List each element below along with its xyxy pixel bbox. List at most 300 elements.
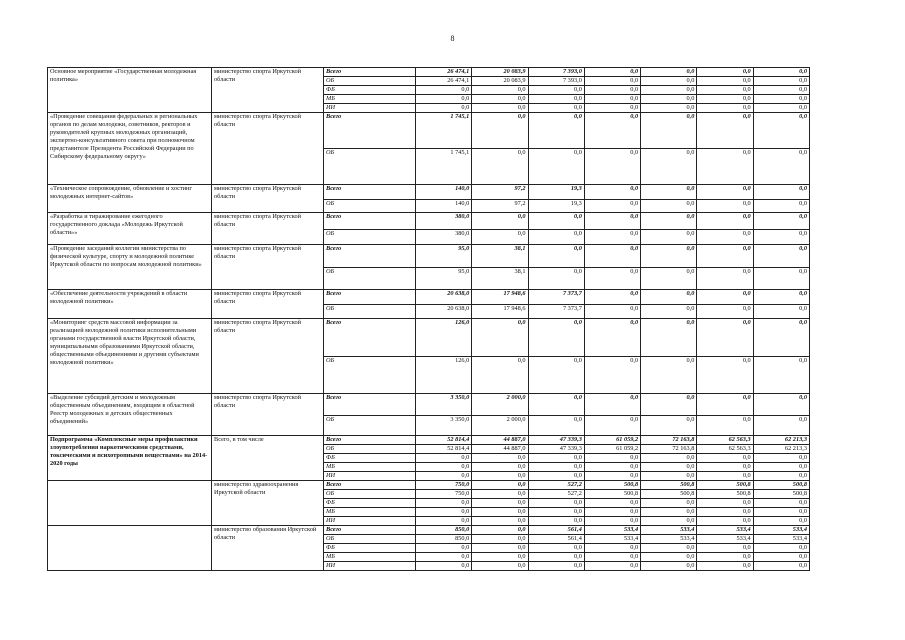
amount-cell: 0,0 [584,305,640,319]
amount-cell: 0,0 [416,472,472,481]
amount-cell: 0,0 [528,357,584,394]
amount-cell: 0,0 [753,416,809,436]
amount-cell: 0,0 [697,230,753,245]
amount-cell: 0,0 [641,104,697,113]
funding-source-cell: МБ [324,553,416,562]
amount-cell: 0,0 [753,113,809,149]
amount-cell: 0,0 [528,508,584,517]
funding-source-cell: ИИ [324,472,416,481]
amount-cell: 0,0 [472,113,528,149]
amount-cell: 0,0 [472,104,528,113]
amount-cell: 0,0 [753,553,809,562]
amount-cell: 0,0 [528,149,584,185]
amount-cell: 0,0 [472,517,528,526]
amount-cell: 0,0 [416,104,472,113]
amount-cell: 0,0 [528,95,584,104]
event-name-cell [48,526,212,571]
amount-cell: 0,0 [641,290,697,305]
amount-cell: 0,0 [641,230,697,245]
amount-cell: 0,0 [753,290,809,305]
amount-cell: 0,0 [416,544,472,553]
amount-cell: 0,0 [528,517,584,526]
amount-cell: 0,0 [584,149,640,185]
amount-cell: 0,0 [472,499,528,508]
table-row [48,319,810,357]
amount-cell: 0,0 [472,319,528,357]
amount-cell: 0,0 [641,245,697,268]
table-row [48,245,810,268]
amount-cell: 0,0 [584,113,640,149]
amount-cell: 0,0 [697,86,753,95]
amount-cell: 0,0 [641,68,697,77]
amount-cell: 126,0 [416,319,472,357]
amount-cell: 0,0 [697,553,753,562]
funding-source-cell: ФБ [324,86,416,95]
amount-cell: 0,0 [584,517,640,526]
amount-cell: 0,0 [697,562,753,571]
amount-cell: 0,0 [472,454,528,463]
funding-source-cell: Всего [324,213,416,230]
amount-cell: 19,3 [528,185,584,200]
amount-cell: 0,0 [697,185,753,200]
table-row [48,526,810,535]
amount-cell: 20 638,0 [416,305,472,319]
table-row [48,185,810,200]
amount-cell: 0,0 [528,268,584,290]
amount-cell: 0,0 [528,213,584,230]
funding-source-cell: Всего [324,185,416,200]
amount-cell: 0,0 [472,508,528,517]
executor-cell: министерство спорта Иркутской области [212,185,324,213]
event-name-cell: «Разработка и тиражирование ежегодного государственного доклада «Молодежь Иркутской области»» [48,213,212,245]
event-name-cell: «Проведение совещания федеральных и региональных органов по делам молодежи, советников, ректоров и руководителей крупных молодежных организаций, экспертно-консультативного совета при полномочном представителе Президента Российской Федерации по Сибирскому федеральному округу» [48,113,212,185]
amount-cell: 500,8 [697,481,753,490]
amount-cell: 0,0 [697,508,753,517]
amount-cell: 0,0 [584,245,640,268]
amount-cell: 0,0 [472,86,528,95]
event-name-cell: «Обеспечение деятельности учреждений в области молодежной политики» [48,290,212,319]
event-name-cell: «Выделение субсидий детским и молодежным общественным объединениям, входящим в областной Реестр молодежных и детских общественных объединений» [48,394,212,436]
amount-cell: 0,0 [584,463,640,472]
amount-cell: 126,0 [416,357,472,394]
funding-source-cell: ФБ [324,544,416,553]
amount-cell: 0,0 [697,454,753,463]
amount-cell: 38,1 [472,268,528,290]
amount-cell: 0,0 [528,319,584,357]
table-row [48,436,810,445]
amount-cell: 0,0 [584,319,640,357]
amount-cell: 0,0 [697,319,753,357]
amount-cell: 0,0 [416,463,472,472]
amount-cell: 0,0 [697,472,753,481]
amount-cell: 0,0 [416,553,472,562]
amount-cell: 0,0 [528,394,584,416]
amount-cell: 0,0 [641,562,697,571]
amount-cell: 0,0 [753,77,809,86]
funding-source-cell: ОБ [324,149,416,185]
amount-cell: 750,0 [416,481,472,490]
amount-cell: 0,0 [641,508,697,517]
amount-cell: 0,0 [584,508,640,517]
funding-source-cell: Всего [324,68,416,77]
amount-cell: 26 474,1 [416,77,472,86]
amount-cell: 500,8 [584,490,640,499]
amount-cell: 0,0 [416,499,472,508]
amount-cell: 0,0 [697,394,753,416]
amount-cell: 0,0 [528,454,584,463]
amount-cell: 3 350,0 [416,394,472,416]
amount-cell: 0,0 [753,499,809,508]
amount-cell: 52 814,4 [416,436,472,445]
amount-cell: 52 814,4 [416,445,472,454]
amount-cell: 0,0 [416,86,472,95]
amount-cell: 0,0 [584,357,640,394]
funding-source-cell: Всего [324,394,416,416]
amount-cell: 95,0 [416,245,472,268]
amount-cell: 0,0 [697,104,753,113]
amount-cell: 0,0 [584,553,640,562]
amount-cell: 0,0 [753,268,809,290]
amount-cell: 61 059,2 [584,445,640,454]
amount-cell: 533,4 [753,526,809,535]
amount-cell: 72 163,8 [641,445,697,454]
amount-cell: 0,0 [753,472,809,481]
amount-cell: 0,0 [753,245,809,268]
amount-cell: 7 393,0 [528,68,584,77]
amount-cell: 62 213,3 [753,436,809,445]
executor-cell: министерство спорта Иркутской области [212,68,324,113]
amount-cell: 533,4 [584,526,640,535]
amount-cell: 0,0 [641,416,697,436]
funding-source-cell: ОБ [324,268,416,290]
amount-cell: 0,0 [753,463,809,472]
event-name-cell: «Мониторинг средств массовой информации за реализацией молодежной политики исполнительными органами государственной власти Иркутской области, муниципальными образованиями Иркутской области, общественными объединениями и другими субъектами молодежной политики» [48,319,212,394]
executor-cell: министерство спорта Иркутской области [212,319,324,394]
funding-source-cell: Всего [324,245,416,268]
amount-cell: 0,0 [641,357,697,394]
amount-cell: 0,0 [697,499,753,508]
amount-cell: 0,0 [528,544,584,553]
event-name-cell: Подпрограмма «Комплексные меры профилактики злоупотребления наркотическими средствами, токсическими и психотропными веществами» на 2014-2020 годы [48,436,212,481]
amount-cell: 0,0 [472,472,528,481]
amount-cell: 0,0 [528,562,584,571]
amount-cell: 0,0 [697,245,753,268]
amount-cell: 61 059,2 [584,436,640,445]
amount-cell: 0,0 [641,77,697,86]
amount-cell: 0,0 [584,200,640,213]
amount-cell: 0,0 [584,230,640,245]
amount-cell: 0,0 [641,149,697,185]
amount-cell: 0,0 [641,86,697,95]
funding-source-cell: Всего [324,526,416,535]
amount-cell: 380,0 [416,230,472,245]
page-number: 8 [450,34,455,43]
amount-cell: 140,0 [416,185,472,200]
funding-source-cell: ОБ [324,445,416,454]
amount-cell: 0,0 [584,77,640,86]
amount-cell: 533,4 [584,535,640,544]
amount-cell: 0,0 [641,200,697,213]
amount-cell: 0,0 [753,454,809,463]
amount-cell: 7 393,0 [528,77,584,86]
amount-cell: 0,0 [697,149,753,185]
amount-cell: 0,0 [697,517,753,526]
funding-source-cell: ИИ [324,517,416,526]
amount-cell: 0,0 [584,472,640,481]
amount-cell: 0,0 [528,113,584,149]
amount-cell: 0,0 [753,213,809,230]
funding-source-cell: МБ [324,508,416,517]
amount-cell: 561,4 [528,535,584,544]
amount-cell: 0,0 [584,185,640,200]
funding-source-cell: Всего [324,436,416,445]
amount-cell: 533,4 [753,535,809,544]
amount-cell: 0,0 [472,553,528,562]
amount-cell: 0,0 [753,200,809,213]
amount-cell: 47 339,3 [528,436,584,445]
table-row [48,113,810,149]
amount-cell: 0,0 [753,86,809,95]
amount-cell: 0,0 [641,319,697,357]
funding-source-cell: ОБ [324,305,416,319]
amount-cell: 0,0 [753,319,809,357]
amount-cell: 0,0 [753,544,809,553]
amount-cell: 500,8 [753,481,809,490]
funding-source-cell: ИИ [324,104,416,113]
amount-cell: 533,4 [641,535,697,544]
amount-cell: 500,8 [641,481,697,490]
amount-cell: 0,0 [641,305,697,319]
amount-cell: 0,0 [584,268,640,290]
amount-cell: 0,0 [753,508,809,517]
amount-cell: 0,0 [697,305,753,319]
funding-source-cell: Всего [324,481,416,490]
amount-cell: 1 745,1 [416,113,472,149]
amount-cell: 17 948,6 [472,290,528,305]
amount-cell: 0,0 [697,290,753,305]
amount-cell: 0,0 [416,562,472,571]
amount-cell: 0,0 [697,77,753,86]
amount-cell: 0,0 [528,104,584,113]
amount-cell: 17 948,6 [472,305,528,319]
amount-cell: 0,0 [416,95,472,104]
funding-table [47,67,810,571]
table-row [48,68,810,77]
event-name-cell: «Техническое сопровождение, обновление и хостинг молодежных интернет-сайтов» [48,185,212,213]
amount-cell: 0,0 [753,68,809,77]
funding-source-cell: ОБ [324,77,416,86]
amount-cell: 0,0 [697,416,753,436]
amount-cell: 0,0 [697,95,753,104]
amount-cell: 0,0 [753,562,809,571]
amount-cell: 7 373,7 [528,290,584,305]
funding-source-cell: ФБ [324,454,416,463]
funding-source-cell: МБ [324,95,416,104]
table-row [48,394,810,416]
amount-cell: 500,8 [753,490,809,499]
amount-cell: 0,0 [584,213,640,230]
amount-cell: 0,0 [753,149,809,185]
amount-cell: 0,0 [584,499,640,508]
amount-cell: 0,0 [753,357,809,394]
amount-cell: 20 083,9 [472,77,528,86]
amount-cell: 0,0 [584,95,640,104]
amount-cell: 500,8 [697,490,753,499]
amount-cell: 0,0 [697,68,753,77]
amount-cell: 0,0 [584,454,640,463]
amount-cell: 0,0 [584,290,640,305]
amount-cell: 0,0 [472,562,528,571]
executor-cell: министерство спорта Иркутской области [212,394,324,436]
amount-cell: 0,0 [641,553,697,562]
amount-cell: 0,0 [416,454,472,463]
executor-cell: Всего, в том числе [212,436,324,481]
amount-cell: 47 339,3 [528,445,584,454]
amount-cell: 0,0 [472,357,528,394]
amount-cell: 0,0 [697,544,753,553]
amount-cell: 0,0 [472,544,528,553]
amount-cell: 0,0 [697,213,753,230]
executor-cell: министерство спорта Иркутской области [212,245,324,290]
amount-cell: 533,4 [697,535,753,544]
funding-source-cell: Всего [324,290,416,305]
amount-cell: 0,0 [753,230,809,245]
amount-cell: 0,0 [472,481,528,490]
amount-cell: 3 350,0 [416,416,472,436]
amount-cell: 0,0 [641,454,697,463]
event-name-cell: «Проведение заседаний коллегии министерства по физической культуре, спорту и молодежной политике Иркутской области по вопросам молодежной политики» [48,245,212,290]
executor-cell: министерство здравоохранения Иркутской области [212,481,324,526]
amount-cell: 0,0 [416,517,472,526]
amount-cell: 0,0 [584,544,640,553]
amount-cell: 0,0 [641,95,697,104]
funding-source-cell: ОБ [324,200,416,213]
amount-cell: 7 373,7 [528,305,584,319]
amount-cell: 0,0 [528,86,584,95]
amount-cell: 0,0 [528,553,584,562]
funding-source-cell: ОБ [324,357,416,394]
amount-cell: 0,0 [528,463,584,472]
amount-cell: 0,0 [584,416,640,436]
amount-cell: 0,0 [472,490,528,499]
amount-cell: 0,0 [753,95,809,104]
amount-cell: 0,0 [472,149,528,185]
funding-source-cell: ОБ [324,490,416,499]
amount-cell: 0,0 [641,394,697,416]
funding-source-cell: ОБ [324,230,416,245]
amount-cell: 0,0 [472,95,528,104]
amount-cell: 850,0 [416,535,472,544]
amount-cell: 0,0 [528,230,584,245]
amount-cell: 19,3 [528,200,584,213]
amount-cell: 533,4 [641,526,697,535]
amount-cell: 0,0 [753,104,809,113]
amount-cell: 533,4 [697,526,753,535]
amount-cell: 0,0 [641,113,697,149]
amount-cell: 500,8 [641,490,697,499]
amount-cell: 44 887,0 [472,436,528,445]
executor-cell: министерство спорта Иркутской области [212,113,324,185]
amount-cell: 0,0 [472,526,528,535]
amount-cell: 0,0 [472,463,528,472]
amount-cell: 26 474,1 [416,68,472,77]
amount-cell: 0,0 [472,535,528,544]
amount-cell: 62 563,3 [697,436,753,445]
amount-cell: 20 083,9 [472,68,528,77]
amount-cell: 0,0 [697,200,753,213]
table-row [48,481,810,490]
amount-cell: 0,0 [641,517,697,526]
amount-cell: 0,0 [641,544,697,553]
amount-cell: 0,0 [472,230,528,245]
amount-cell: 380,0 [416,213,472,230]
table-row [48,290,810,305]
amount-cell: 0,0 [584,394,640,416]
amount-cell: 97,2 [472,200,528,213]
amount-cell: 500,8 [584,481,640,490]
amount-cell: 850,0 [416,526,472,535]
funding-source-cell: Всего [324,319,416,357]
amount-cell: 140,0 [416,200,472,213]
amount-cell: 0,0 [697,113,753,149]
event-name-cell: Основное мероприятие «Государственная молодежная политика» [48,68,212,113]
amount-cell: 2 000,0 [472,416,528,436]
amount-cell: 0,0 [584,562,640,571]
amount-cell: 561,4 [528,526,584,535]
amount-cell: 0,0 [416,508,472,517]
funding-source-cell: Всего [324,113,416,149]
amount-cell: 44 887,0 [472,445,528,454]
amount-cell: 0,0 [641,499,697,508]
amount-cell: 20 638,0 [416,290,472,305]
amount-cell: 0,0 [753,305,809,319]
funding-source-cell: МБ [324,463,416,472]
amount-cell: 95,0 [416,268,472,290]
amount-cell: 0,0 [697,268,753,290]
amount-cell: 527,2 [528,490,584,499]
amount-cell: 0,0 [584,86,640,95]
funding-source-cell: ОБ [324,535,416,544]
amount-cell: 0,0 [584,68,640,77]
executor-cell: министерство спорта Иркутской области [212,290,324,319]
amount-cell: 0,0 [584,104,640,113]
amount-cell: 2 000,0 [472,394,528,416]
funding-source-cell: ИИ [324,562,416,571]
amount-cell: 0,0 [472,213,528,230]
amount-cell: 0,0 [697,463,753,472]
amount-cell: 62 563,3 [697,445,753,454]
amount-cell: 0,0 [753,394,809,416]
event-name-cell [48,481,212,526]
amount-cell: 97,2 [472,185,528,200]
amount-cell: 0,0 [528,499,584,508]
amount-cell: 1 745,1 [416,149,472,185]
funding-source-cell: ОБ [324,416,416,436]
amount-cell: 527,2 [528,481,584,490]
amount-cell: 750,0 [416,490,472,499]
amount-cell: 0,0 [753,185,809,200]
amount-cell: 0,0 [641,463,697,472]
amount-cell: 0,0 [641,472,697,481]
amount-cell: 0,0 [641,185,697,200]
amount-cell: 0,0 [641,213,697,230]
amount-cell: 38,1 [472,245,528,268]
amount-cell: 0,0 [697,357,753,394]
amount-cell: 62 213,3 [753,445,809,454]
amount-cell: 72 163,8 [641,436,697,445]
amount-cell: 0,0 [641,268,697,290]
funding-source-cell: ФБ [324,499,416,508]
